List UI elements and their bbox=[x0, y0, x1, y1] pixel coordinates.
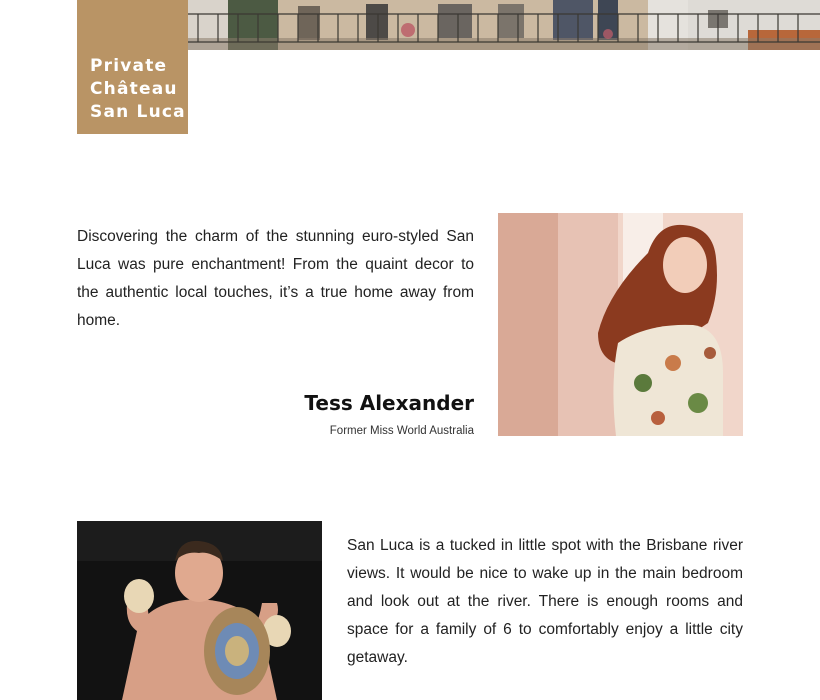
brand-name bbox=[90, 55, 186, 124]
chateau-facade-image bbox=[188, 0, 820, 50]
hero-image-strip bbox=[188, 0, 820, 50]
testimonial-author-name-1: Tess Alexander bbox=[304, 391, 474, 415]
testimonial-quote-2: San Luca is a tucked in little spot with the Brisbane river views. It would be nice to wake up in the main bedroom and look out at the river. There is enough rooms and space for a family of 6 to comfortably enjoy a little city getaway. bbox=[347, 536, 743, 666]
boxer-photo bbox=[77, 521, 322, 700]
testimonial-author-role-1: Former Miss World Australia bbox=[329, 425, 474, 437]
brand-line-3: San Luca bbox=[90, 102, 186, 122]
testimonial-quote-1: Discovering the charm of the stunning euro-styled San Luca was pure enchantment! From the quaint decor to the authentic local touches, it’s a true home away from home. bbox=[77, 227, 474, 329]
portrait-photo bbox=[498, 213, 743, 436]
brand-line-2: Château bbox=[90, 79, 178, 99]
testimonial-photo-2 bbox=[77, 521, 322, 700]
brand-line-1: Private bbox=[90, 56, 168, 76]
brand-logo-box bbox=[77, 0, 188, 134]
testimonial-photo-1 bbox=[498, 213, 743, 436]
